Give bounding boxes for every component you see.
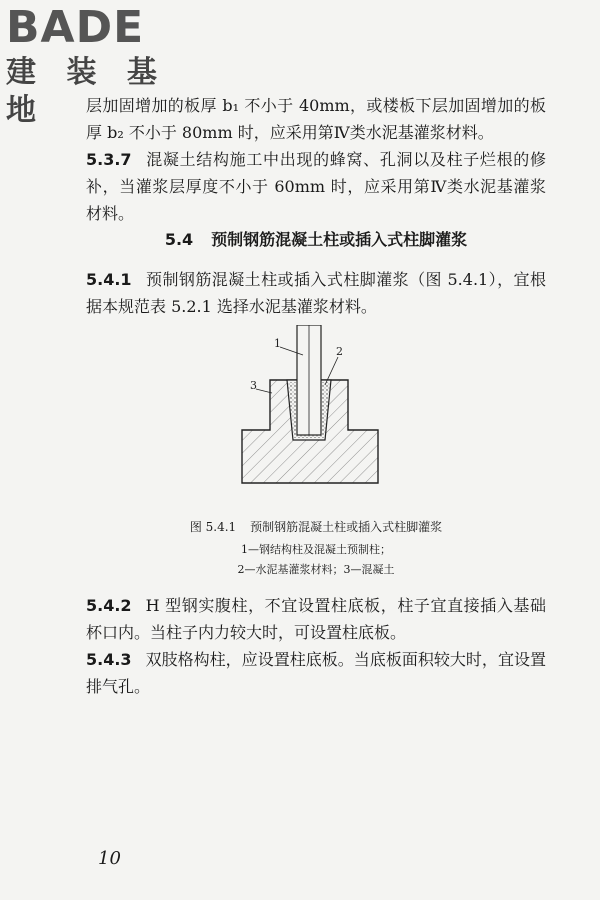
clause-5-4-3 bbox=[86, 646, 546, 700]
figure-title: 预制钢筋混凝土柱或插入式柱脚灌浆 bbox=[250, 520, 443, 534]
figure-legend-line-2: 2—水泥基灌浆材料；3—混凝土 bbox=[237, 563, 395, 576]
clause-text: 混凝土结构施工中出现的蜂窝、孔洞以及柱子烂根的修补，当灌浆层厚度不小于 60mm 时，应采用第Ⅳ类水泥基灌浆材料。 bbox=[86, 150, 546, 223]
figure-number: 图 5.4.1 bbox=[189, 520, 237, 534]
clause-5-4-2 bbox=[86, 592, 546, 646]
brand-logo bbox=[4, 2, 184, 128]
clause-text: 预制钢筋混凝土柱或插入式柱脚灌浆（图 5.4.1），宜根据本规范表 5.2.1 选择水泥基灌浆材料。 bbox=[86, 270, 546, 316]
clause-5-4-1 bbox=[86, 266, 546, 320]
section-title: 预制钢筋混凝土柱或插入式柱脚灌浆 bbox=[211, 230, 468, 249]
section-number: 5.4 bbox=[164, 230, 194, 249]
logo-wordmark: BADE bbox=[6, 2, 145, 53]
clause-5-3-7 bbox=[86, 146, 546, 227]
clause-number: 5.3.7 bbox=[86, 150, 132, 169]
label-2: 2 bbox=[336, 345, 343, 358]
clause-number: 5.4.2 bbox=[86, 596, 132, 615]
page-number: 10 bbox=[98, 848, 121, 869]
paragraph-text: 层加固增加的板厚 b₁ 不小于 40mm，或楼板下层加固增加的板厚 b₂ 不小于 80mm 时，应采用第Ⅳ类水泥基灌浆材料。 bbox=[86, 96, 546, 142]
label-3: 3 bbox=[250, 379, 257, 392]
column-footing-diagram bbox=[230, 325, 390, 495]
figure-legend-line-1: 1—钢结构柱及混凝土预制柱； bbox=[241, 543, 391, 556]
paragraph-continued bbox=[86, 92, 546, 146]
section-heading bbox=[86, 228, 546, 252]
logo-subtitle: 建 装 基 地 bbox=[6, 55, 167, 128]
clause-number: 5.4.1 bbox=[86, 270, 132, 289]
clause-text: 双肢格构柱，应设置柱底板。当底板面积较大时，宜设置排气孔。 bbox=[86, 650, 546, 696]
figure-5-4-1 bbox=[230, 325, 390, 495]
clause-text: H 型钢实腹柱，不宜设置柱底板，柱子宜直接插入基础杯口内。当柱子内力较大时，可设置柱底板。 bbox=[86, 596, 546, 642]
label-1: 1 bbox=[274, 337, 281, 350]
figure-caption bbox=[86, 518, 546, 536]
clause-number: 5.4.3 bbox=[86, 650, 132, 669]
